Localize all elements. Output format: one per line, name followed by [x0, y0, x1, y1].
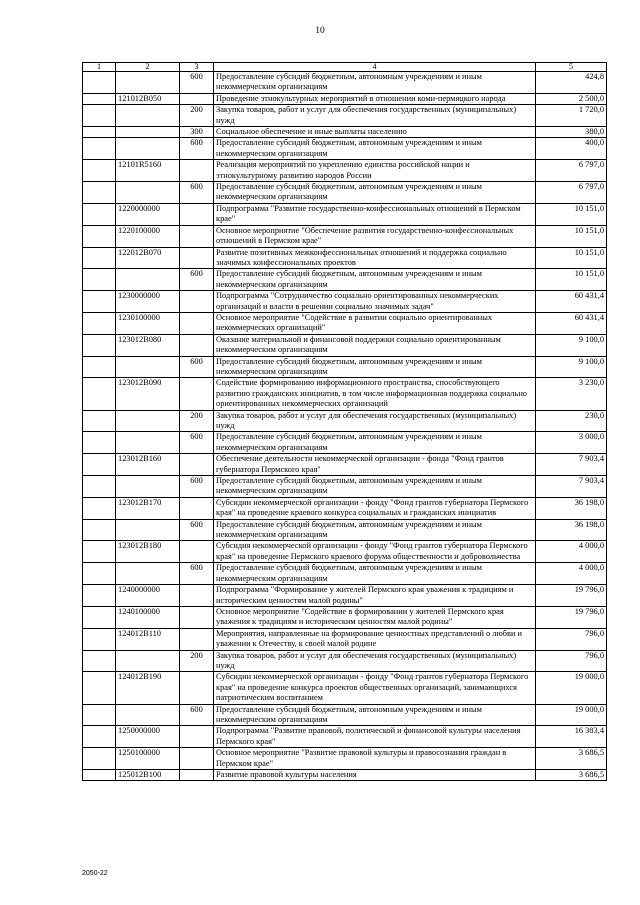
table-row	[83, 127, 607, 138]
table-row	[83, 748, 607, 770]
cell-name: Предоставление субсидий бюджетным, автономным учреждениям и иным некоммерческим организациям	[214, 269, 536, 291]
cell-col1	[83, 541, 116, 563]
cell-col1	[83, 378, 116, 410]
cell-amount: 19 000,0	[536, 672, 607, 704]
cell-name: Предоставление субсидий бюджетным, автономным учреждениям и иным некоммерческим организациям	[214, 138, 536, 160]
cell-target-code: 1230000000	[116, 291, 180, 313]
table-row	[83, 672, 607, 704]
cell-target-code	[116, 519, 180, 541]
cell-expense-type: 600	[180, 269, 214, 291]
cell-col1	[83, 650, 116, 672]
table-row	[83, 105, 607, 127]
cell-col1	[83, 563, 116, 585]
cell-col1	[83, 312, 116, 334]
cell-name: Реализация мероприятий по укреплению единства российской нации и этнокультурному развитию народов России	[214, 160, 536, 182]
cell-amount: 19 796,0	[536, 585, 607, 607]
table-row	[83, 138, 607, 160]
table-row	[83, 476, 607, 498]
cell-name: Обеспечение деятельности некоммерческой организации - фонда "Фонд грантов губернатора Пермского края"	[214, 454, 536, 476]
cell-target-code	[116, 650, 180, 672]
cell-amount: 380,0	[536, 127, 607, 138]
table-row	[83, 726, 607, 748]
cell-expense-type: 200	[180, 650, 214, 672]
cell-col1	[83, 585, 116, 607]
cell-name: Предоставление субсидий бюджетным, автономным учреждениям и иным некоммерческим организациям	[214, 432, 536, 454]
table-row	[83, 606, 607, 628]
cell-amount: 36 198,0	[536, 497, 607, 519]
cell-target-code	[116, 72, 180, 94]
cell-target-code	[116, 182, 180, 204]
cell-col1	[83, 410, 116, 432]
table-row	[83, 247, 607, 269]
cell-name: Подпрограмма "Развитие государственно-конфессиональных отношений в Пермском крае"	[214, 203, 536, 225]
cell-name: Предоставление субсидий бюджетным, автономным учреждениям и иным некоммерческим организациям	[214, 356, 536, 378]
cell-target-code: 125012В100	[116, 770, 180, 781]
table-row	[83, 704, 607, 726]
cell-name: Подпрограмма "Развитие правовой, политической и финансовой культуры населения Пермского края"	[214, 726, 536, 748]
cell-target-code: 12101R5160	[116, 160, 180, 182]
cell-target-code: 123012В090	[116, 378, 180, 410]
cell-col1	[83, 105, 116, 127]
cell-expense-type	[180, 497, 214, 519]
cell-name: Подпрограмма "Формирование у жителей Пермского края уважения к традициям и историческим ценностям малой родины"	[214, 585, 536, 607]
cell-target-code	[116, 476, 180, 498]
cell-target-code	[116, 704, 180, 726]
cell-name: Предоставление субсидий бюджетным, автономным учреждениям и иным некоммерческим организациям	[214, 519, 536, 541]
cell-amount: 19 796,0	[536, 606, 607, 628]
cell-name: Предоставление субсидий бюджетным, автономным учреждениям и иным некоммерческим организациям	[214, 72, 536, 94]
cell-col1	[83, 672, 116, 704]
cell-expense-type	[180, 93, 214, 104]
cell-name: Предоставление субсидий бюджетным, автономным учреждениям и иным некоммерческим организациям	[214, 182, 536, 204]
cell-col1	[83, 770, 116, 781]
cell-col1	[83, 93, 116, 104]
table-row	[83, 160, 607, 182]
table-row	[83, 72, 607, 94]
page-number: 10	[315, 26, 325, 36]
cell-target-code: 123012В160	[116, 454, 180, 476]
cell-expense-type: 200	[180, 105, 214, 127]
column-header: 5	[536, 63, 607, 72]
cell-col1	[83, 127, 116, 138]
cell-col1	[83, 476, 116, 498]
cell-col1	[83, 704, 116, 726]
cell-expense-type	[180, 770, 214, 781]
cell-target-code	[116, 138, 180, 160]
cell-target-code	[116, 356, 180, 378]
cell-amount: 3 000,0	[536, 432, 607, 454]
table-row	[83, 203, 607, 225]
footer-code: 2050-22	[82, 870, 108, 877]
cell-target-code	[116, 432, 180, 454]
cell-name: Субсидия некоммерческой организации - фонду "Фонд грантов губернатора Пермского края" на проведение Пермского краевого форума общественности и добровольчества	[214, 541, 536, 563]
cell-expense-type	[180, 541, 214, 563]
table-row	[83, 585, 607, 607]
cell-amount: 7 903,4	[536, 476, 607, 498]
cell-expense-type: 600	[180, 138, 214, 160]
cell-target-code: 1220100000	[116, 225, 180, 247]
cell-expense-type	[180, 225, 214, 247]
cell-name: Оказание материальной и финансовой поддержки социально ориентированным некоммерческим организациям	[214, 334, 536, 356]
cell-col1	[83, 291, 116, 313]
column-header: 4	[214, 63, 536, 72]
cell-target-code: 124012В110	[116, 628, 180, 650]
cell-expense-type	[180, 585, 214, 607]
cell-name: Социальное обеспечение и иные выплаты населению	[214, 127, 536, 138]
table-row	[83, 432, 607, 454]
cell-col1	[83, 72, 116, 94]
cell-amount: 60 431,4	[536, 291, 607, 313]
cell-amount: 16 383,4	[536, 726, 607, 748]
cell-amount: 36 198,0	[536, 519, 607, 541]
cell-name: Основное мероприятие "Обеспечение развития государственно-конфессиональных отношений в Пермском крае"	[214, 225, 536, 247]
cell-target-code: 124012В190	[116, 672, 180, 704]
cell-amount: 3 230,0	[536, 378, 607, 410]
table-row	[83, 334, 607, 356]
cell-expense-type: 600	[180, 432, 214, 454]
cell-name: Мероприятия, направленные на формирование ценностных представлений о любви и уважении к Отечеству, к своей малой родине	[214, 628, 536, 650]
cell-name: Закупка товаров, работ и услуг для обеспечения государственных (муниципальных) нужд	[214, 410, 536, 432]
cell-amount: 3 686,5	[536, 770, 607, 781]
table-row	[83, 291, 607, 313]
cell-col1	[83, 726, 116, 748]
table-row	[83, 770, 607, 781]
cell-target-code	[116, 105, 180, 127]
cell-amount: 796,0	[536, 628, 607, 650]
cell-col1	[83, 606, 116, 628]
cell-expense-type	[180, 628, 214, 650]
cell-name: Подпрограмма "Сотрудничество социально ориентированных некоммерческих организаций и власти в решении социально значимых задач"	[214, 291, 536, 313]
cell-amount: 4 000,0	[536, 563, 607, 585]
cell-name: Закупка товаров, работ и услуг для обеспечения государственных (муниципальных) нужд	[214, 650, 536, 672]
cell-col1	[83, 432, 116, 454]
cell-name: Субсидии некоммерческой организации - фонду "Фонд грантов губернатора Пермского края" на проведение краевого конкурса социальных и гражданских инициатив	[214, 497, 536, 519]
cell-name: Основное мероприятие "Содействие в развитии социально ориентированных некоммерческих организаций"	[214, 312, 536, 334]
table-row	[83, 519, 607, 541]
cell-name: Содействие формированию информационного пространства, способствующего развитию гражданских инициатив, в том числе информационная поддержка социально ориентированных некоммерческих организаций	[214, 378, 536, 410]
cell-expense-type: 600	[180, 72, 214, 94]
cell-target-code: 123012В080	[116, 334, 180, 356]
table-row	[83, 225, 607, 247]
cell-name: Предоставление субсидий бюджетным, автономным учреждениям и иным некоммерческим организациям	[214, 704, 536, 726]
column-header: 1	[83, 63, 116, 72]
cell-target-code	[116, 127, 180, 138]
cell-expense-type: 300	[180, 127, 214, 138]
cell-expense-type	[180, 378, 214, 410]
cell-name: Развитие позитивных межконфессиональных отношений и поддержка социально значимых конфессиональных проектов	[214, 247, 536, 269]
cell-col1	[83, 182, 116, 204]
cell-name: Развитие правовой культуры населения	[214, 770, 536, 781]
cell-name: Предоставление субсидий бюджетным, автономным учреждениям и иным некоммерческим организациям	[214, 476, 536, 498]
column-header: 3	[180, 63, 214, 72]
cell-col1	[83, 628, 116, 650]
table-row	[83, 563, 607, 585]
cell-col1	[83, 138, 116, 160]
cell-expense-type: 600	[180, 563, 214, 585]
cell-amount: 10 151,0	[536, 203, 607, 225]
cell-col1	[83, 454, 116, 476]
cell-expense-type: 600	[180, 476, 214, 498]
table-row	[83, 628, 607, 650]
cell-col1	[83, 497, 116, 519]
cell-amount: 6 797,0	[536, 182, 607, 204]
cell-amount: 796,0	[536, 650, 607, 672]
cell-target-code: 1250000000	[116, 726, 180, 748]
cell-name: Основное мероприятие "Развитие правовой культуры и правосознания граждан в Пермском крае"	[214, 748, 536, 770]
cell-name: Субсидии некоммерческой организации - фонду "Фонд грантов губернатора Пермского края" на проведение конкурса проектов общественных организаций, занимающихся патриотическим воспитанием	[214, 672, 536, 704]
cell-amount: 6 797,0	[536, 160, 607, 182]
cell-amount: 230,0	[536, 410, 607, 432]
cell-amount: 7 903,4	[536, 454, 607, 476]
cell-amount: 10 151,0	[536, 225, 607, 247]
table-row	[83, 269, 607, 291]
cell-amount: 9 100,0	[536, 356, 607, 378]
table-row	[83, 312, 607, 334]
cell-amount: 2 500,0	[536, 93, 607, 104]
table-row	[83, 454, 607, 476]
cell-expense-type	[180, 312, 214, 334]
cell-amount: 19 000,0	[536, 704, 607, 726]
cell-expense-type	[180, 672, 214, 704]
cell-amount: 10 151,0	[536, 247, 607, 269]
cell-col1	[83, 160, 116, 182]
cell-col1	[83, 269, 116, 291]
table-row	[83, 182, 607, 204]
cell-col1	[83, 356, 116, 378]
cell-name: Основное мероприятие "Содействие в формировании у жителей Пермского края уважения к традициям и историческим ценностям малой родины"	[214, 606, 536, 628]
cell-expense-type	[180, 203, 214, 225]
cell-amount: 1 720,0	[536, 105, 607, 127]
cell-target-code: 1230100000	[116, 312, 180, 334]
cell-expense-type: 600	[180, 356, 214, 378]
cell-expense-type: 200	[180, 410, 214, 432]
budget-table	[82, 62, 607, 781]
cell-expense-type	[180, 160, 214, 182]
cell-expense-type	[180, 334, 214, 356]
table-row	[83, 356, 607, 378]
cell-amount: 60 431,4	[536, 312, 607, 334]
cell-col1	[83, 203, 116, 225]
cell-expense-type: 600	[180, 182, 214, 204]
cell-amount: 10 151,0	[536, 269, 607, 291]
cell-expense-type	[180, 748, 214, 770]
cell-target-code: 123012В170	[116, 497, 180, 519]
cell-expense-type	[180, 291, 214, 313]
cell-expense-type	[180, 247, 214, 269]
cell-name: Предоставление субсидий бюджетным, автономным учреждениям и иным некоммерческим организациям	[214, 563, 536, 585]
table-header-row	[83, 63, 607, 72]
cell-col1	[83, 225, 116, 247]
cell-target-code: 122012В070	[116, 247, 180, 269]
column-header: 2	[116, 63, 180, 72]
cell-col1	[83, 519, 116, 541]
cell-expense-type	[180, 606, 214, 628]
cell-expense-type	[180, 454, 214, 476]
cell-expense-type: 600	[180, 704, 214, 726]
cell-target-code: 123012В180	[116, 541, 180, 563]
cell-target-code: 1220000000	[116, 203, 180, 225]
cell-amount: 3 686,5	[536, 748, 607, 770]
table-row	[83, 650, 607, 672]
cell-target-code	[116, 563, 180, 585]
table-row	[83, 497, 607, 519]
cell-target-code: 121012В050	[116, 93, 180, 104]
cell-target-code	[116, 269, 180, 291]
cell-target-code	[116, 410, 180, 432]
cell-name: Закупка товаров, работ и услуг для обеспечения государственных (муниципальных) нужд	[214, 105, 536, 127]
cell-amount: 424,8	[536, 72, 607, 94]
table-row	[83, 410, 607, 432]
cell-amount: 4 000,0	[536, 541, 607, 563]
cell-amount: 400,0	[536, 138, 607, 160]
cell-target-code: 1250100000	[116, 748, 180, 770]
cell-name: Проведение этнокультурных мероприятий в отношении коми-пермяцкого народа	[214, 93, 536, 104]
table-row	[83, 541, 607, 563]
cell-target-code: 1240100000	[116, 606, 180, 628]
cell-expense-type: 600	[180, 519, 214, 541]
table-row	[83, 378, 607, 410]
table-row	[83, 93, 607, 104]
cell-col1	[83, 334, 116, 356]
cell-expense-type	[180, 726, 214, 748]
cell-target-code: 1240000000	[116, 585, 180, 607]
cell-amount: 9 100,0	[536, 334, 607, 356]
cell-col1	[83, 247, 116, 269]
cell-col1	[83, 748, 116, 770]
